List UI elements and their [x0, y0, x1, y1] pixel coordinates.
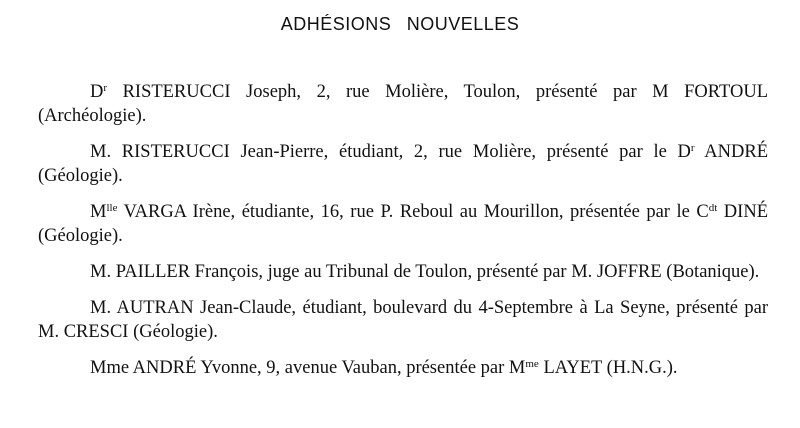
page-title: ADHÉSIONS NOUVELLES — [280, 14, 520, 34]
list-item-autran-jean-claude — [38, 296, 768, 344]
entry-text: M — [90, 202, 107, 222]
entry-text: LAYET (H.N.G.). — [538, 358, 678, 378]
entry-text: C — [696, 202, 709, 222]
list-item-varga-irene — [38, 200, 768, 248]
entry-text: Mme ANDRÉ Yvonne, 9, avenue Vauban, présentée par M — [90, 358, 526, 378]
list-item-risterucci-joseph — [38, 80, 768, 128]
list-item-andre-yvonne — [38, 356, 768, 380]
list-item-risterucci-jean-pierre — [38, 140, 768, 188]
entry-superscript: dt — [708, 202, 718, 214]
entry-superscript: r — [690, 142, 695, 154]
entry-superscript: r — [103, 82, 108, 94]
entry-text: DINÉ (Géologie). — [38, 202, 768, 246]
entry-text: M. RISTERUCCI Jean-Pierre, étudiant, 2, rue Molière, présenté par le D — [90, 142, 691, 162]
entry-text: ANDRÉ (Géologie). — [38, 142, 768, 186]
list-item-pailler-francois — [38, 260, 768, 284]
entry-text: VARGA Irène, étudiante, 16, rue P. Reboul au Mourillon, présentée par le — [117, 202, 697, 222]
entry-text: M. PAILLER François, juge au Tribunal de Toulon, présenté par M. JOFFRE (Botanique). — [90, 262, 760, 282]
entry-text: M. AUTRAN Jean-Claude, étudiant, boulevard du 4-Septembre à La Seyne, présenté par M. CRESCI (Géologie). — [38, 298, 768, 342]
entry-text: D — [90, 82, 104, 102]
membership-list — [38, 80, 768, 392]
entry-superscript: me — [525, 358, 539, 370]
entry-superscript: lle — [106, 202, 118, 214]
entry-text: RISTERUCCI Joseph, 2, rue Molière, Toulon, présenté par M FORTOUL (Archéologie). — [38, 82, 768, 126]
